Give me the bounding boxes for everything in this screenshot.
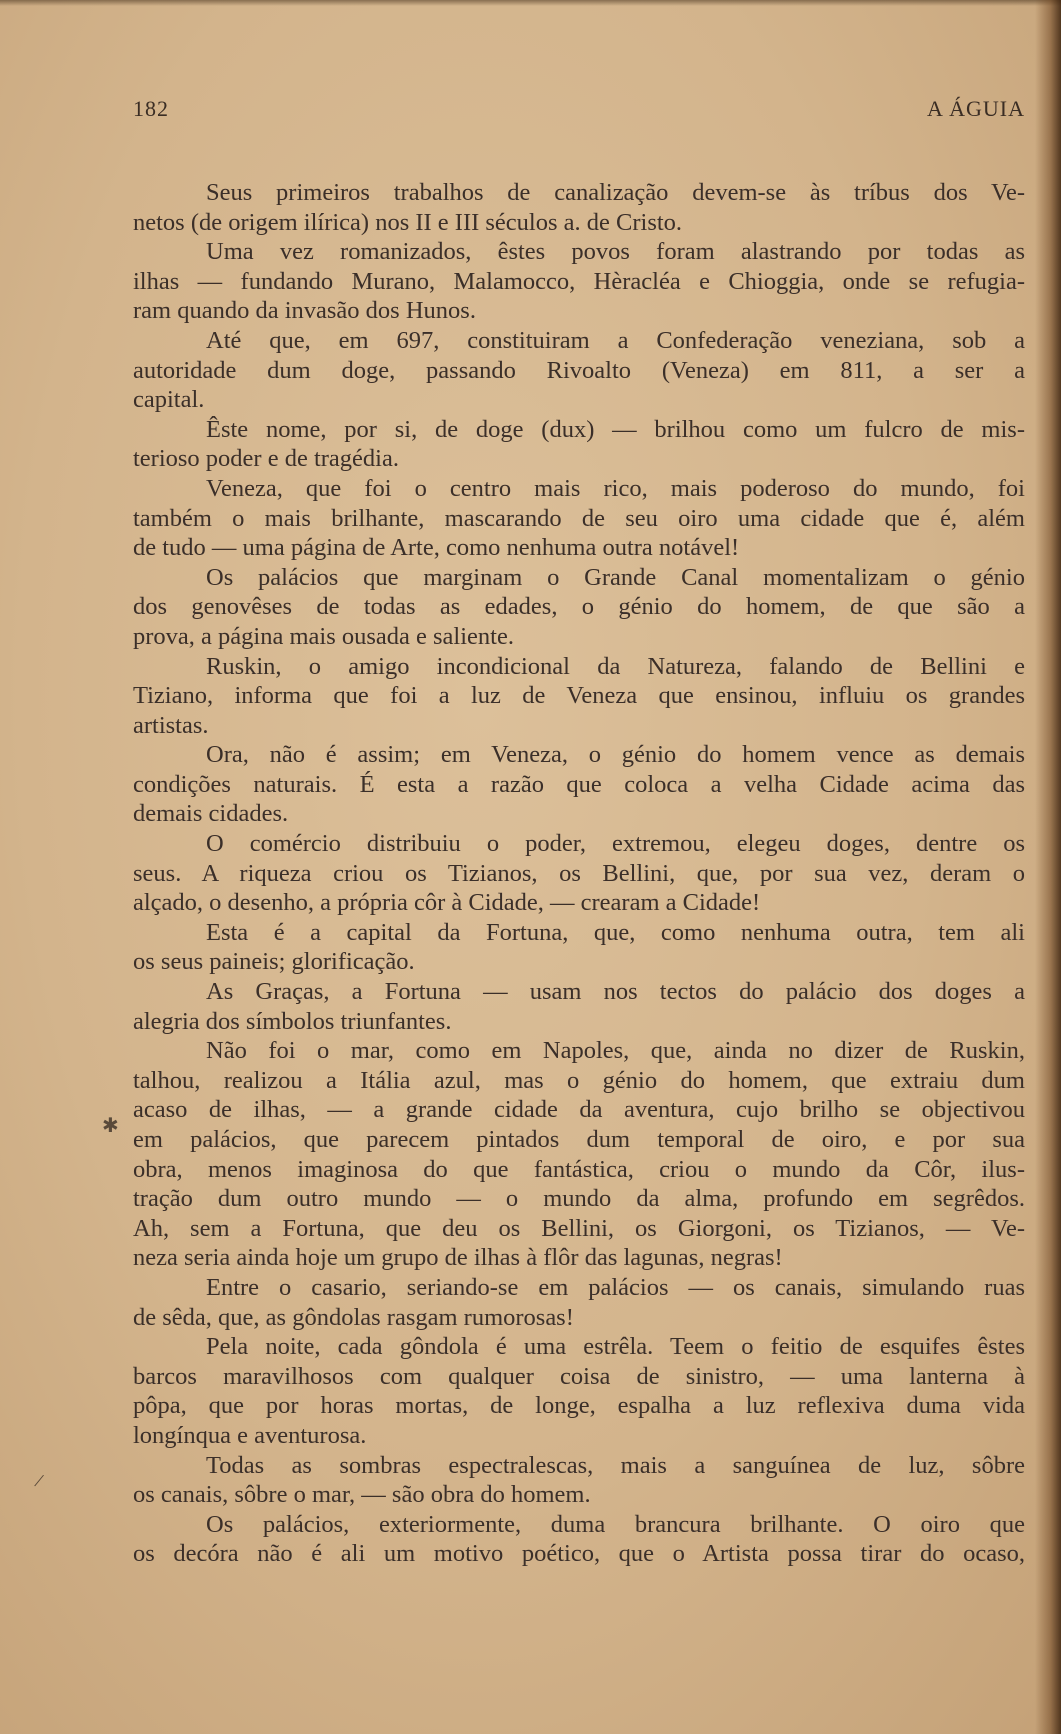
text-line: Ruskin, o amigo incondicional da Natureza, falando de Bellini e [206, 652, 1025, 680]
text-line: barcos maravilhosos com qualquer coisa de sinistro, — uma lanterna à [133, 1362, 1025, 1390]
text-line: neza seria ainda hoje um grupo de ilhas à flôr das lagunas, negras! [133, 1244, 783, 1272]
text-line: obra, menos imaginosa do que fantástica, criou o mundo da Côr, ilus- [133, 1155, 1025, 1183]
page-header [133, 96, 1025, 126]
text-line: em palácios, que parecem pintados dum temporal de oiro, e por sua [133, 1126, 1025, 1153]
text-line: talhou, realizou a Itália azul, mas o génio do homem, que extraiu dum [133, 1066, 1025, 1094]
text-line: Tiziano, informa que foi a luz de Veneza que ensinou, influiu os grandes [133, 682, 1025, 710]
text-line: longínqua e aventurosa. [133, 1421, 367, 1449]
text-line: condições naturais. É esta a razão que coloca a velha Cidade acima das [133, 770, 1025, 798]
text-line: Esta é a capital da Fortuna, que, como nenhuma outra, tem ali [206, 918, 1025, 946]
text-line: autoridade dum doge, passando Rivoalto (Veneza) em 811, a ser a [133, 356, 1025, 384]
text-line: Entre o casario, seriando-se em palácios — os canais, simulando ruas [206, 1273, 1025, 1301]
text-line: os decóra não é ali um motivo poético, que o Artista possa tirar do ocaso, [133, 1540, 1025, 1568]
text-line: alegria dos símbolos triunfantes. [133, 1007, 452, 1035]
body-text [133, 178, 1025, 1569]
running-title: A ÁGUIA [926, 96, 1025, 121]
text-line: capital. [133, 386, 205, 414]
text-line: Veneza, que foi o centro mais rico, mais poderoso do mundo, foi [206, 474, 1025, 502]
text-line: ram quando da invasão dos Hunos. [133, 297, 476, 325]
text-line: artistas. [133, 711, 209, 739]
text-line: ilhas — fundando Murano, Malamocco, Hèracléa e Chioggia, onde se refugia- [133, 267, 1025, 295]
text-line: de tudo — uma página de Arte, como nenhuma outra notável! [133, 534, 740, 562]
text-line: Os palácios que marginam o Grande Canal momentalizam o génio [206, 563, 1025, 591]
text-line: os canais, sôbre o mar, — são obra do homem. [133, 1481, 591, 1509]
text-line: seus. A riqueza criou os Tizianos, os Bellini, que, por sua vez, deram o [133, 859, 1025, 887]
text-line: Os palácios, exteriormente, duma brancura brilhante. O oiro que [206, 1510, 1025, 1538]
text-line: demais cidades. [133, 800, 289, 828]
text-line: alçado, o desenho, a própria côr à Cidade, — crearam a Cidade! [133, 889, 761, 917]
text-line: Uma vez romanizados, êstes povos foram alastrando por todas as [206, 238, 1025, 266]
text-line: prova, a página mais ousada e saliente. [133, 622, 514, 650]
text-line: Pela noite, cada gôndola é uma estrêla. Teem o feitio de esquifes êstes [206, 1333, 1025, 1361]
page-top-edge [0, 0, 1061, 6]
text-line: tração dum outro mundo — o mundo da alma, profundo em segrêdos. [133, 1185, 1025, 1213]
ink-blot-mark: ✱ [102, 1115, 119, 1137]
text-line: pôpa, que por horas mortas, de longe, espalha a luz reflexiva duma vida [133, 1392, 1025, 1420]
page-number: 182 [133, 96, 169, 121]
text-line: dos genovêses de todas as edades, o génio do homem, de que são a [133, 593, 1025, 621]
text-line: netos (de origem ilírica) nos II e III séculos a. de Cristo. [133, 208, 683, 236]
text-line: terioso poder e de tragédia. [133, 445, 399, 473]
text-line: também o mais brilhante, mascarando de seu oiro uma cidade que é, além [133, 504, 1025, 532]
text-line: Seus primeiros trabalhos de canalização devem-se às tríbus dos Ve- [206, 179, 1025, 206]
text-line: Todas as sombras espectralescas, mais a sanguínea de luz, sôbre [206, 1451, 1025, 1479]
page-binding-edge [1035, 0, 1061, 1734]
pencil-mark: / [32, 1469, 46, 1493]
text-line: os seus paineis; glorificação. [133, 948, 415, 976]
text-line: Êste nome, por si, de doge (dux) — brilhou como um fulcro de mis- [206, 415, 1025, 443]
text-line: O comércio distribuiu o poder, extremou, elegeu doges, dentre os [206, 830, 1025, 858]
text-line: Ah, sem a Fortuna, que deu os Bellini, os Giorgoni, os Tizianos, — Ve- [133, 1214, 1025, 1242]
text-line: As Graças, a Fortuna — usam nos tectos do palácio dos doges a [206, 978, 1025, 1006]
text-line: de sêda, que, as gôndolas rasgam rumorosas! [133, 1303, 574, 1331]
text-line: Não foi o mar, como em Napoles, que, ainda no dizer de Ruskin, [206, 1037, 1025, 1065]
text-line: acaso de ilhas, — a grande cidade da aventura, cujo brilho se objectivou [133, 1096, 1025, 1124]
text-line: Ora, não é assim; em Veneza, o génio do homem vence as demais [206, 741, 1025, 769]
text-line: Até que, em 697, constituiram a Confederação veneziana, sob a [206, 326, 1025, 354]
